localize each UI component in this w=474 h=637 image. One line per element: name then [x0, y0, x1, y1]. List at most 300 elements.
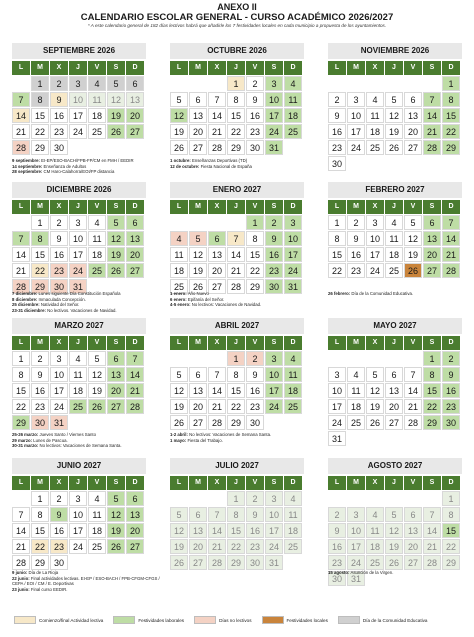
- day-cell: 23: [246, 539, 264, 554]
- day-grid: [170, 215, 304, 294]
- empty-cell: [404, 351, 422, 366]
- day-cell: 2: [246, 76, 264, 91]
- legend-swatch: [194, 616, 216, 624]
- day-cell: 24: [347, 555, 365, 570]
- weekday-label: S: [265, 61, 283, 75]
- day-cell: 4: [366, 92, 384, 107]
- day-cell: 6: [189, 507, 207, 522]
- day-cell: 25: [284, 399, 302, 414]
- empty-cell: [170, 76, 188, 91]
- note-text: Enseñanza de Adultos: [43, 163, 87, 169]
- day-cell: 21: [126, 383, 144, 398]
- annex-label: ANEXO II: [217, 2, 257, 12]
- weekday-label: X: [50, 476, 68, 490]
- month-title: JUNIO 2027: [12, 458, 146, 474]
- weekday-label: L: [328, 200, 346, 214]
- day-cell: 16: [347, 247, 365, 262]
- day-cell: 21: [12, 124, 30, 139]
- day-grid: [12, 491, 146, 570]
- day-cell: 10: [50, 367, 68, 382]
- day-cell: 28: [126, 399, 144, 414]
- weekday-label: J: [227, 476, 245, 490]
- month-4: [12, 182, 146, 294]
- day-cell: 2: [246, 491, 264, 506]
- day-cell: 17: [69, 108, 87, 123]
- day-cell: 16: [328, 124, 346, 139]
- empty-cell: [347, 351, 365, 366]
- day-cell: 11: [284, 92, 302, 107]
- day-cell: 25: [88, 124, 106, 139]
- day-cell: 22: [442, 539, 460, 554]
- day-cell: 4: [69, 351, 87, 366]
- empty-cell: [208, 351, 226, 366]
- day-cell: 27: [208, 279, 226, 294]
- month-title: OCTUBRE 2026: [170, 43, 304, 59]
- day-cell: 14: [208, 383, 226, 398]
- day-grid: [170, 351, 304, 430]
- day-cell: 5: [88, 351, 106, 366]
- day-cell: 2: [328, 92, 346, 107]
- day-grid: [328, 351, 462, 446]
- weekday-label: M: [189, 336, 207, 350]
- day-cell: 7: [442, 215, 460, 230]
- day-cell: 17: [265, 108, 283, 123]
- day-cell: 15: [12, 383, 30, 398]
- month-notes: [170, 158, 320, 169]
- weekday-label: D: [284, 336, 302, 350]
- day-cell: 2: [246, 351, 264, 366]
- month-10: [12, 458, 146, 570]
- day-cell: 25: [88, 263, 106, 278]
- weekday-label: S: [423, 200, 441, 214]
- note-text: Jueves Santo / Viernes Santo: [39, 432, 97, 437]
- day-cell: 15: [246, 247, 264, 262]
- day-cell: 5: [189, 231, 207, 246]
- empty-cell: [170, 351, 188, 366]
- day-cell: 16: [246, 383, 264, 398]
- weekday-label: M: [347, 476, 365, 490]
- day-cell: 15: [227, 108, 245, 123]
- day-cell: 4: [385, 215, 403, 230]
- day-cell: 24: [347, 140, 365, 155]
- day-cell: 2: [50, 215, 68, 230]
- day-cell: 23: [246, 124, 264, 139]
- weekday-header: [12, 61, 146, 75]
- weekday-label: L: [170, 336, 188, 350]
- day-cell: 13: [126, 231, 144, 246]
- weekday-label: M: [31, 476, 49, 490]
- day-cell: 30: [328, 571, 346, 586]
- empty-cell: [227, 215, 245, 230]
- day-cell: 15: [442, 523, 460, 538]
- day-cell: 29: [442, 555, 460, 570]
- day-cell: 3: [69, 76, 87, 91]
- day-cell: 15: [328, 247, 346, 262]
- day-cell: 20: [385, 399, 403, 414]
- day-cell: 7: [12, 507, 30, 522]
- day-cell: 7: [423, 507, 441, 522]
- day-cell: 6: [126, 215, 144, 230]
- note-text: Natividad del Señor.: [40, 302, 80, 308]
- day-cell: 15: [227, 383, 245, 398]
- day-cell: 12: [107, 92, 125, 107]
- day-cell: 21: [423, 539, 441, 554]
- day-cell: 11: [284, 367, 302, 382]
- weekday-label: M: [189, 200, 207, 214]
- day-cell: 7: [423, 92, 441, 107]
- weekday-label: X: [50, 200, 68, 214]
- day-cell: 23: [50, 124, 68, 139]
- empty-cell: [170, 215, 188, 230]
- empty-cell: [404, 76, 422, 91]
- day-cell: 3: [50, 351, 68, 366]
- weekday-label: V: [246, 476, 264, 490]
- legend-label: Comienzo/final Actividad lectiva: [39, 617, 104, 623]
- note-text: Epifanía del Señor.: [187, 296, 225, 302]
- weekday-label: X: [366, 200, 384, 214]
- weekday-label: J: [385, 61, 403, 75]
- day-cell: 18: [88, 523, 106, 538]
- day-cell: 3: [69, 491, 87, 506]
- day-cell: 20: [126, 108, 144, 123]
- day-cell: 5: [107, 491, 125, 506]
- day-cell: 29: [423, 415, 441, 430]
- weekday-label: J: [227, 200, 245, 214]
- note-text: Inmaculada Concepción.: [38, 296, 86, 302]
- day-cell: 17: [69, 523, 87, 538]
- weekday-header: [12, 200, 146, 214]
- day-cell: 17: [50, 383, 68, 398]
- empty-cell: [328, 351, 346, 366]
- day-cell: 12: [170, 523, 188, 538]
- note-text: No lectivos: Vacaciones de Navidad.: [191, 302, 262, 308]
- day-cell: 16: [246, 523, 264, 538]
- empty-cell: [328, 76, 346, 91]
- day-cell: 1: [227, 76, 245, 91]
- note-text: Fiesta del Trabajo.: [187, 437, 223, 443]
- day-cell: 14: [126, 367, 144, 382]
- page-title: CALENDARIO ESCOLAR GENERAL - CURSO ACADÉMICO 2026/2027: [80, 12, 394, 23]
- day-cell: 24: [265, 124, 283, 139]
- note-date: 12 de octubre:: [170, 163, 200, 169]
- note-date: 4-5 enero:: [170, 302, 191, 308]
- note-line: [12, 308, 162, 314]
- weekday-label: X: [50, 61, 68, 75]
- empty-cell: [12, 215, 30, 230]
- note-date: 1 octubre:: [170, 158, 191, 163]
- day-cell: 17: [284, 247, 302, 262]
- day-cell: 30: [50, 140, 68, 155]
- day-cell: 29: [12, 415, 30, 430]
- day-cell: 20: [189, 399, 207, 414]
- day-cell: 18: [284, 523, 302, 538]
- weekday-label: D: [126, 61, 144, 75]
- day-cell: 2: [328, 507, 346, 522]
- day-cell: 31: [69, 279, 87, 294]
- empty-cell: [385, 76, 403, 91]
- weekday-label: M: [347, 200, 365, 214]
- day-cell: 10: [347, 108, 365, 123]
- day-cell: 19: [404, 247, 422, 262]
- weekday-label: D: [442, 61, 460, 75]
- weekday-label: X: [366, 61, 384, 75]
- day-cell: 7: [227, 231, 245, 246]
- note-text: Asunción de la Virgen.: [350, 570, 394, 575]
- day-cell: 1: [442, 491, 460, 506]
- page-subtitle: * A este calendario general de 182 días lectivos habrá que añadirle los 7 festividades locales en cada municipio a propuesta de los ayuntamientos.: [87, 23, 387, 28]
- month-title: AGOSTO 2027: [328, 458, 462, 474]
- weekday-header: [12, 476, 146, 490]
- empty-cell: [366, 351, 384, 366]
- day-cell: 14: [404, 383, 422, 398]
- day-cell: 20: [404, 539, 422, 554]
- month-title: ENERO 2027: [170, 182, 304, 198]
- day-cell: 28: [227, 279, 245, 294]
- weekday-label: V: [88, 61, 106, 75]
- note-date: 9 septiembre:: [12, 158, 40, 163]
- note-line: [170, 302, 320, 308]
- day-cell: 7: [208, 92, 226, 107]
- day-cell: 7: [12, 92, 30, 107]
- weekday-label: J: [69, 200, 87, 214]
- day-cell: 20: [404, 124, 422, 139]
- day-cell: 19: [107, 523, 125, 538]
- note-date: 8 diciembre:: [12, 296, 38, 302]
- day-cell: 12: [88, 367, 106, 382]
- day-cell: 22: [328, 263, 346, 278]
- month-9: [328, 318, 462, 446]
- weekday-label: S: [265, 476, 283, 490]
- day-cell: 19: [107, 247, 125, 262]
- weekday-label: X: [208, 476, 226, 490]
- day-cell: 11: [284, 507, 302, 522]
- day-cell: 22: [31, 124, 49, 139]
- day-cell: 21: [12, 539, 30, 554]
- month-notes: [328, 291, 474, 297]
- weekday-label: V: [404, 336, 422, 350]
- day-cell: 9: [50, 231, 68, 246]
- day-cell: 7: [208, 507, 226, 522]
- day-cell: 1: [423, 351, 441, 366]
- day-cell: 10: [69, 507, 87, 522]
- day-cell: 24: [366, 263, 384, 278]
- day-cell: 16: [50, 523, 68, 538]
- day-cell: 26: [170, 415, 188, 430]
- weekday-label: V: [88, 476, 106, 490]
- day-cell: 14: [208, 108, 226, 123]
- note-line: [328, 570, 474, 576]
- day-cell: 13: [189, 383, 207, 398]
- note-line: [170, 164, 320, 170]
- month-12: [328, 458, 462, 586]
- day-cell: 31: [284, 279, 302, 294]
- day-cell: 12: [366, 383, 384, 398]
- month-5: [170, 182, 304, 294]
- day-cell: 12: [107, 507, 125, 522]
- day-cell: 25: [170, 279, 188, 294]
- day-cell: 21: [208, 399, 226, 414]
- day-cell: 13: [423, 231, 441, 246]
- day-cell: 20: [126, 523, 144, 538]
- weekday-label: X: [50, 336, 68, 350]
- note-text: Final curso EEDIR.: [30, 586, 68, 592]
- day-cell: 25: [385, 263, 403, 278]
- note-date: 14 septiembre:: [12, 163, 43, 169]
- day-cell: 1: [227, 351, 245, 366]
- day-cell: 30: [246, 140, 264, 155]
- legend-label: Festividades locales: [286, 617, 328, 623]
- day-cell: 5: [107, 215, 125, 230]
- weekday-label: X: [208, 200, 226, 214]
- day-cell: 12: [107, 231, 125, 246]
- day-cell: 29: [31, 555, 49, 570]
- day-grid: [12, 76, 146, 155]
- day-cell: 27: [189, 140, 207, 155]
- day-cell: 29: [227, 555, 245, 570]
- empty-cell: [347, 491, 365, 506]
- day-cell: 4: [88, 215, 106, 230]
- day-cell: 25: [347, 415, 365, 430]
- weekday-label: D: [284, 61, 302, 75]
- day-cell: 11: [69, 367, 87, 382]
- day-cell: 8: [227, 367, 245, 382]
- weekday-header: [170, 61, 304, 75]
- month-title: FEBRERO 2027: [328, 182, 462, 198]
- day-cell: 30: [328, 156, 346, 171]
- day-cell: 28: [208, 415, 226, 430]
- weekday-label: L: [12, 61, 30, 75]
- weekday-label: D: [442, 476, 460, 490]
- day-cell: 28: [404, 415, 422, 430]
- day-cell: 27: [404, 140, 422, 155]
- weekday-label: J: [227, 61, 245, 75]
- month-title: ABRIL 2027: [170, 318, 304, 334]
- day-cell: 14: [442, 231, 460, 246]
- legend-swatch: [338, 616, 360, 624]
- weekday-label: S: [107, 61, 125, 75]
- day-cell: 24: [265, 399, 283, 414]
- day-cell: 1: [246, 215, 264, 230]
- day-cell: 27: [385, 415, 403, 430]
- day-cell: 6: [404, 507, 422, 522]
- day-cell: 25: [366, 140, 384, 155]
- weekday-header: [328, 61, 462, 75]
- day-cell: 1: [442, 76, 460, 91]
- day-cell: 25: [284, 539, 302, 554]
- day-cell: 21: [208, 539, 226, 554]
- day-cell: 31: [265, 555, 283, 570]
- day-cell: 16: [246, 108, 264, 123]
- note-date: 30-31 marzo:: [12, 443, 39, 449]
- day-cell: 15: [423, 383, 441, 398]
- day-cell: 26: [404, 263, 422, 278]
- day-cell: 1: [12, 351, 30, 366]
- day-cell: 15: [31, 247, 49, 262]
- day-cell: 26: [366, 415, 384, 430]
- weekday-label: S: [107, 336, 125, 350]
- empty-cell: [189, 491, 207, 506]
- day-cell: 22: [31, 539, 49, 554]
- legend: [14, 614, 460, 626]
- note-line: [12, 443, 162, 449]
- month-7: [12, 318, 146, 430]
- weekday-label: V: [404, 200, 422, 214]
- weekday-label: D: [126, 200, 144, 214]
- empty-cell: [385, 491, 403, 506]
- day-cell: 8: [31, 231, 49, 246]
- day-cell: 11: [88, 231, 106, 246]
- weekday-label: M: [189, 476, 207, 490]
- weekday-label: V: [88, 336, 106, 350]
- day-cell: 17: [366, 247, 384, 262]
- day-cell: 3: [366, 215, 384, 230]
- day-cell: 13: [107, 367, 125, 382]
- day-cell: 8: [31, 92, 49, 107]
- day-cell: 19: [385, 124, 403, 139]
- day-cell: 27: [404, 555, 422, 570]
- day-cell: 23: [328, 140, 346, 155]
- weekday-label: L: [170, 200, 188, 214]
- day-cell: 26: [107, 539, 125, 554]
- note-date: 23-31 diciembre:: [12, 307, 46, 313]
- day-cell: 23: [347, 263, 365, 278]
- day-cell: 7: [208, 367, 226, 382]
- day-cell: 30: [50, 555, 68, 570]
- day-cell: 19: [170, 124, 188, 139]
- legend-swatch: [14, 616, 36, 624]
- note-date: 26 febrero:: [328, 291, 351, 296]
- day-cell: 24: [69, 539, 87, 554]
- day-cell: 25: [88, 539, 106, 554]
- day-cell: 18: [284, 383, 302, 398]
- day-cell: 27: [189, 415, 207, 430]
- day-cell: 30: [265, 279, 283, 294]
- note-date: 1 mayo:: [170, 437, 187, 443]
- day-cell: 16: [328, 539, 346, 554]
- day-cell: 4: [170, 231, 188, 246]
- month-notes: [12, 291, 162, 313]
- day-cell: 23: [31, 399, 49, 414]
- legend-label: Día de la Comunidad Educativa: [362, 617, 428, 623]
- empty-cell: [208, 76, 226, 91]
- day-cell: 12: [189, 247, 207, 262]
- day-cell: 9: [347, 231, 365, 246]
- day-cell: 6: [126, 491, 144, 506]
- day-cell: 3: [347, 92, 365, 107]
- weekday-label: D: [442, 336, 460, 350]
- weekday-label: L: [328, 476, 346, 490]
- day-cell: 2: [265, 215, 283, 230]
- day-cell: 29: [31, 140, 49, 155]
- day-cell: 20: [189, 539, 207, 554]
- weekday-label: L: [12, 336, 30, 350]
- weekday-label: J: [227, 336, 245, 350]
- day-grid: [12, 351, 146, 430]
- weekday-label: V: [404, 61, 422, 75]
- day-grid: [170, 76, 304, 155]
- day-cell: 31: [347, 571, 365, 586]
- day-cell: 13: [208, 247, 226, 262]
- month-notes: [12, 432, 162, 449]
- empty-cell: [208, 215, 226, 230]
- weekday-label: X: [366, 336, 384, 350]
- day-cell: 23: [50, 263, 68, 278]
- day-grid: [170, 491, 304, 570]
- note-date: 29 marzo:: [12, 437, 33, 443]
- day-cell: 22: [227, 539, 245, 554]
- weekday-header: [12, 336, 146, 350]
- note-line: [328, 291, 474, 297]
